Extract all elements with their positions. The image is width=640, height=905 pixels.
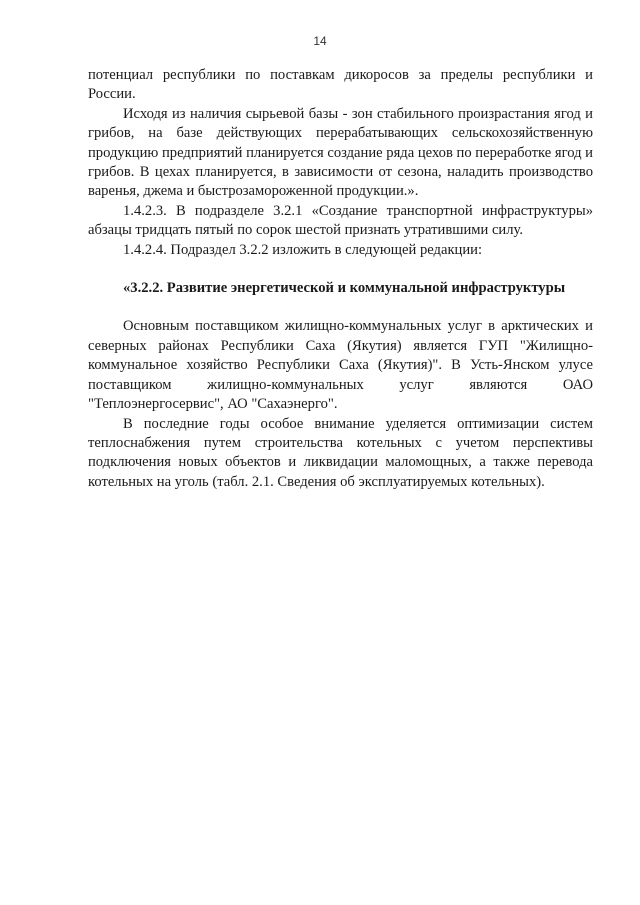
document-body [88,66,593,492]
paragraph-utility-providers: Основным поставщиком жилищно-коммунальных услуг в арктических и северных районах Республики Саха (Якутия) является ГУП "Жилищно-коммунальное хозяйство Республики Саха (Якутия)". В Усть-Янском улусе поставщиком жилищно-коммунальных услуг являются ОАО "Теплоэнергосервис", АО "Сахаэнерго". [88,318,593,413]
page-number: 14 [313,34,327,48]
paragraph-raw-materials: Исходя из наличия сырьевой базы - зон стабильного произрастания ягод и грибов, на базе действующих перерабатывающих сельскохозяйственную продукцию предприятий планируется создание ряда цехов по переработке ягод и грибов. В цехах планируется, в зависимости от сезона, наладить производство варенья, джема и быстрозамороженной продукции.». [88,105,593,200]
section-heading: «3.2.2. Развитие энергетической и коммунальной инфраструктуры [123,280,566,297]
paragraph-continuation: потенциал республики по поставкам дикоросов за пределы республики и России. [88,67,593,103]
paragraph-heating-optimization: В последние годы особое внимание уделяется оптимизации систем теплоснабжения путем строительства котельных с учетом перспективы подключения новых объектов и ликвидации маломощных, а также перевода котельных на уголь (табл. 2.1. Сведения об эксплуатируемых котельных). [88,415,593,490]
paragraph-amendment-1-4-2-3: 1.4.2.3. В подразделе 3.2.1 «Создание транспортной инфраструктуры» абзацы тридцать пятый по сорок шестой признать утратившими силу. [88,202,593,239]
paragraph-amendment-1-4-2-4: 1.4.2.4. Подраздел 3.2.2 изложить в следующей редакции: [123,241,483,258]
